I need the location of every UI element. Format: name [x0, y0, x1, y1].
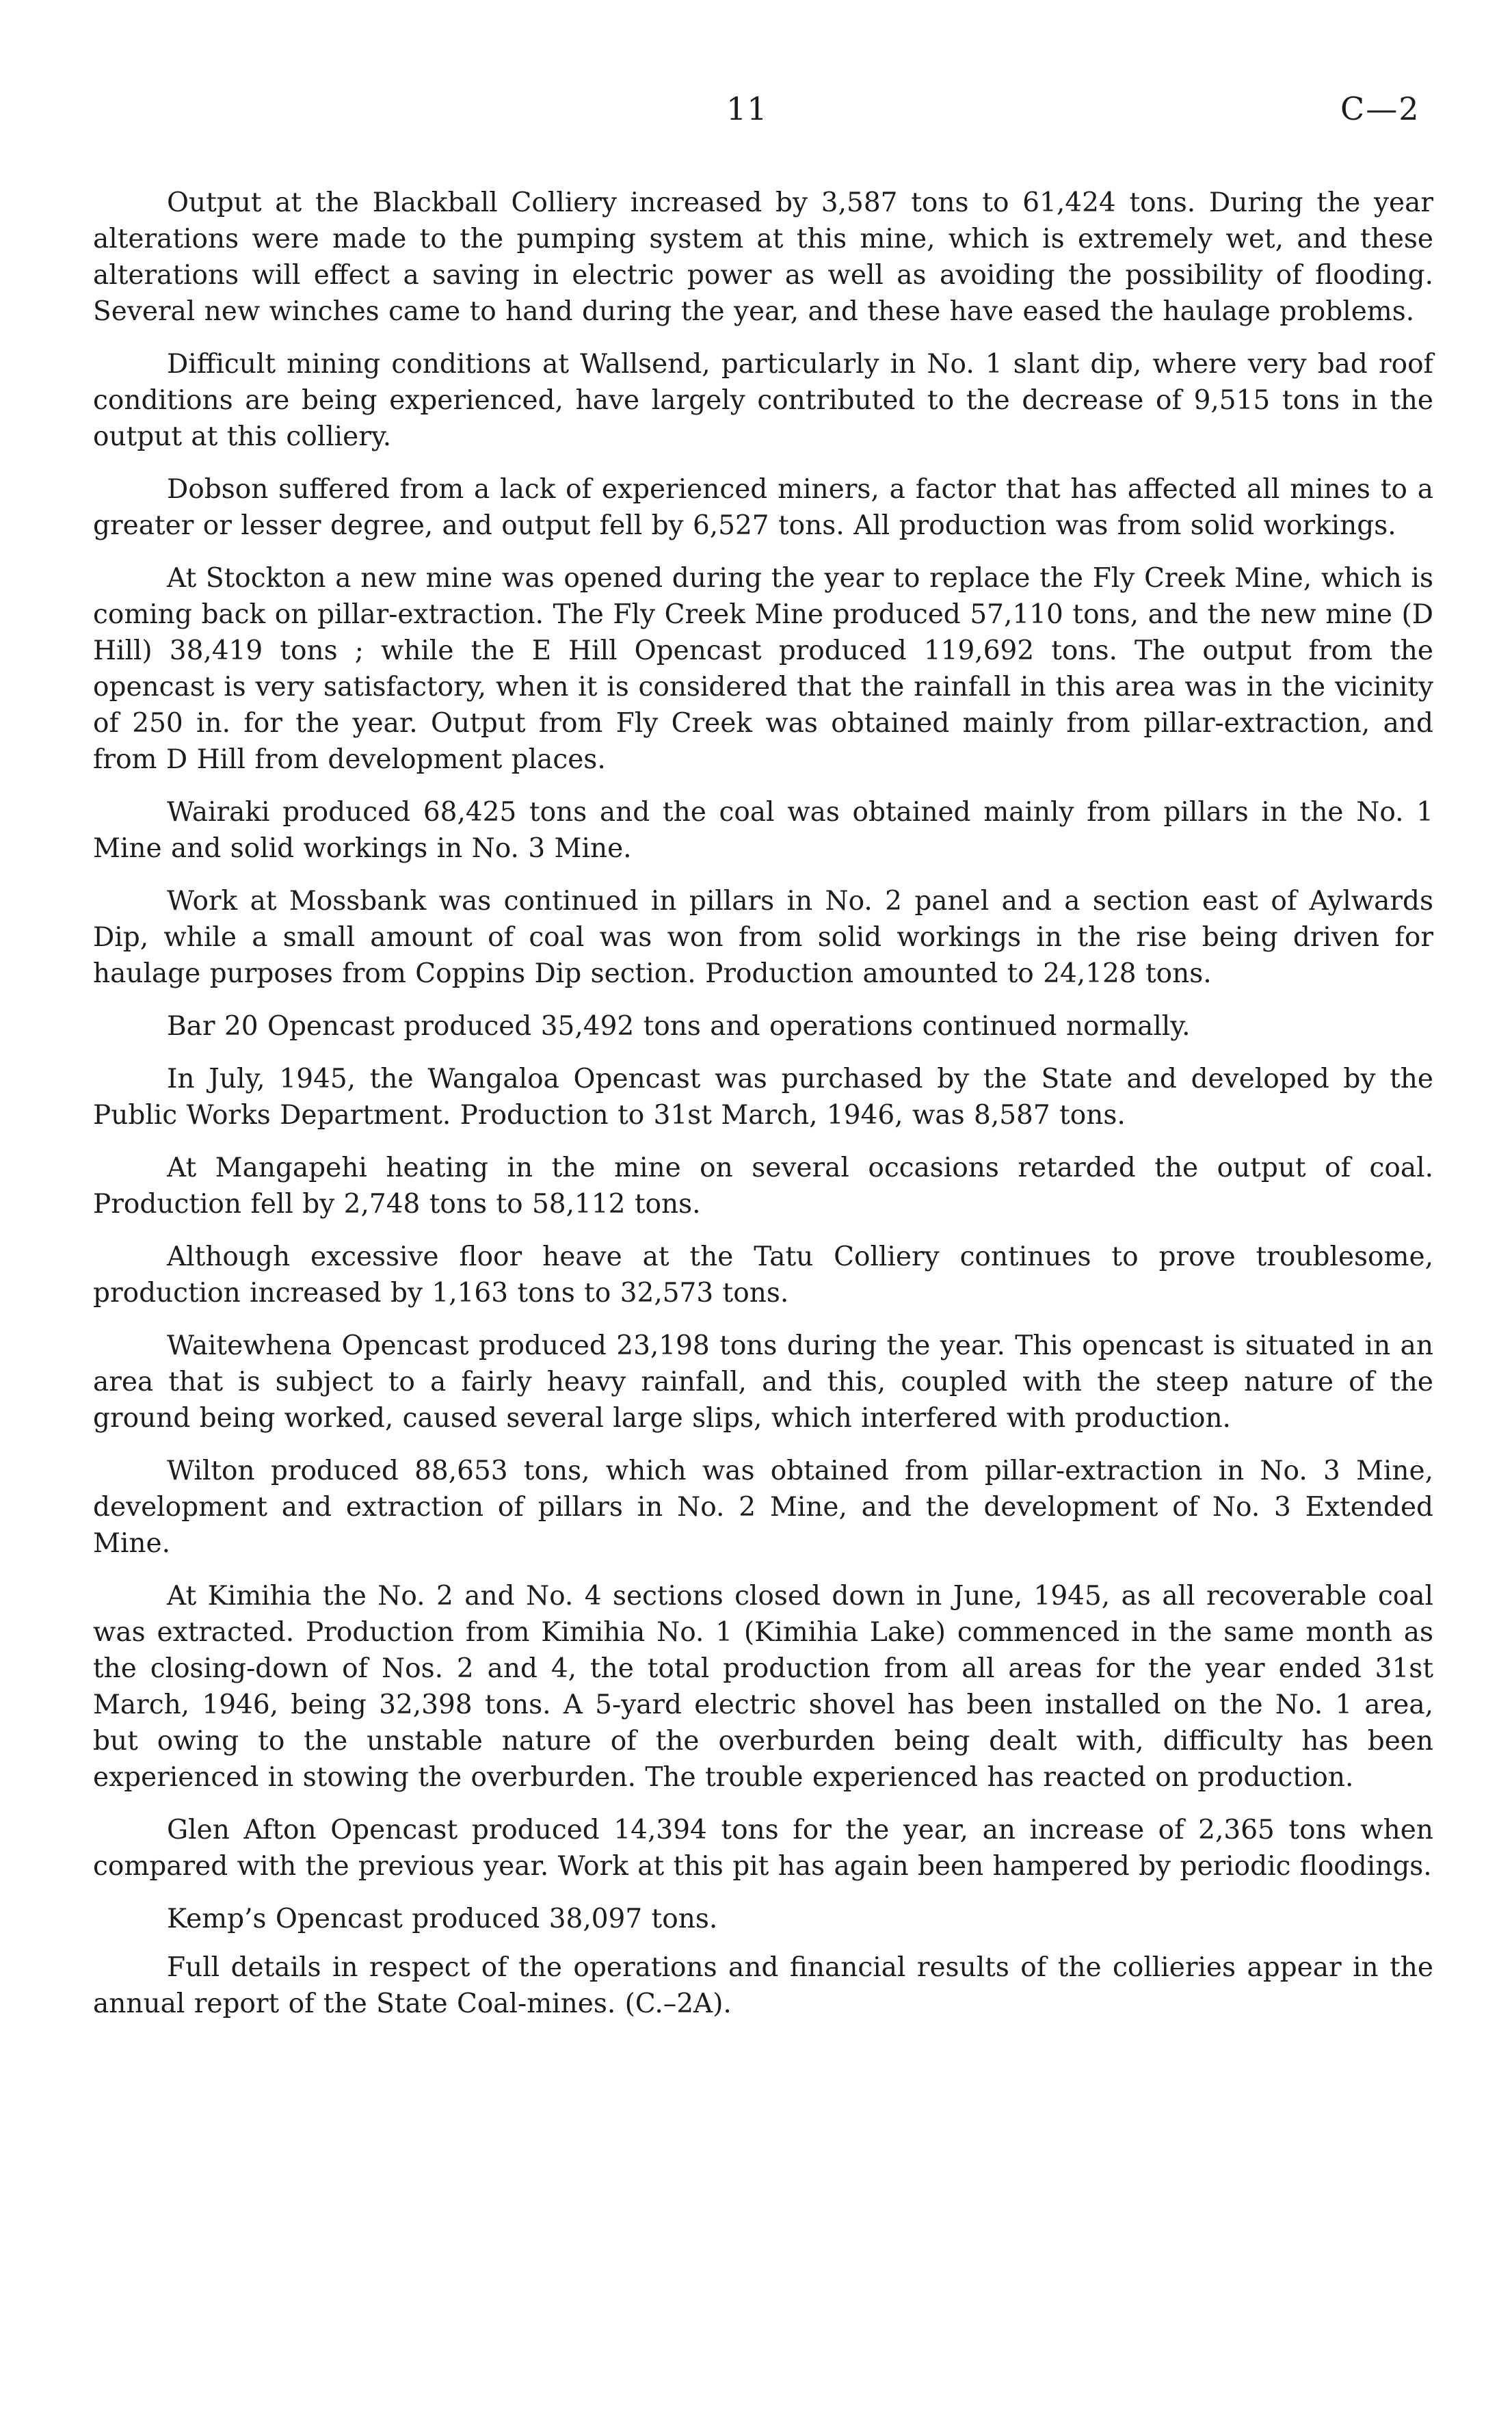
- paragraph-blackball: Output at the Blackball Colliery increased by 3,587 tons to 61,424 tons. During the year alterations were made to the pumping system at this mine, which is extremely wet, and these alterations will effect a saving in electric power as well as avoiding the possibility of flooding. Several new winches came to hand during the year, and these have eased the haulage problems.: [93, 187, 1433, 327]
- paragraph-dobson: Dobson suffered from a lack of experienced miners, a factor that has affected all mines to a greater or lesser degree, and output fell by 6,527 tons. All production was from solid workings.: [93, 474, 1433, 541]
- paragraph-stockton: At Stockton a new mine was opened during the year to replace the Fly Creek Mine, which is coming back on pillar-extraction. The Fly Creek Mine produced 57,110 tons, and the new mine (D Hill) 38,419 tons ; while the E Hill Opencast produced 119,692 tons. The output from the opencast is very satisfactory, when it is considered that the rainfall in this area was in the vicinity of 250 in. for the year. Output from Fly Creek was obtained mainly from pillar-extraction, and from D Hill from development places.: [93, 563, 1433, 775]
- paragraph-waitewhena: Waitewhena Opencast produced 23,198 tons during the year. This opencast is situated in an area that is subject to a fairly heavy rainfall, and this, coupled with the steep nature of the ground being worked, caused several large slips, which interfered with production.: [93, 1330, 1433, 1434]
- document-code: C—2: [1340, 90, 1420, 127]
- paragraph-kemps: Kemp’s Opencast produced 38,097 tons.: [167, 1904, 718, 1934]
- paragraph-wangaloa: In July, 1945, the Wangaloa Opencast was purchased by the State and developed by the Public Works Department. Production to 31st March, 1946, was 8,587 tons.: [93, 1064, 1433, 1131]
- paragraph-tatu: Although excessive floor heave at the Tatu Colliery continues to prove troublesome, production increased by 1,163 tons to 32,573 tons.: [93, 1241, 1433, 1309]
- page-header: [0, 90, 1512, 145]
- paragraph-mossbank: Work at Mossbank was continued in pillars in No. 2 panel and a section east of Aylwards Dip, while a small amount of coal was won from solid workings in the rise being driven for haulage purposes from Coppins Dip section. Production amounted to 24,128 tons.: [93, 886, 1433, 989]
- page-number: 11: [726, 90, 768, 127]
- paragraph-glen-afton: Glen Afton Opencast produced 14,394 tons for the year, an increase of 2,365 tons when compared with the previous year. Work at this pit has again been hampered by periodic floodings.: [93, 1815, 1433, 1882]
- paragraph-kimihia: At Kimihia the No. 2 and No. 4 sections closed down in June, 1945, as all recoverable coal was extracted. Production from Kimihia No. 1 (Kimihia Lake) commenced in the same month as the closing-down of Nos. 2 and 4, the total production from all areas for the year ended 31st March, 1946, being 32,398 tons. A 5-yard electric shovel has been installed on the No. 1 area, but owing to the unstable nature of the overburden being dealt with, difficulty has been experienced in stowing the overburden. The trouble experienced has reacted on production.: [93, 1581, 1433, 1793]
- paragraph-full-details: Full details in respect of the operations and financial results of the collieries appear in the annual report of the State Coal-mines. (C.–2A).: [93, 1952, 1433, 2019]
- paragraph-bar-20: Bar 20 Opencast produced 35,492 tons and operations continued normally.: [167, 1011, 1191, 1042]
- paragraph-wallsend: Difficult mining conditions at Wallsend, particularly in No. 1 slant dip, where very bad roof conditions are being experienced, have largely contributed to the decrease of 9,515 tons in the output at this colliery.: [93, 349, 1433, 452]
- paragraph-wilton: Wilton produced 88,653 tons, which was obtained from pillar-extraction in No. 3 Mine, development and extraction of pillars in No. 2 Mine, and the development of No. 3 Extended Mine.: [93, 1456, 1433, 1559]
- paragraph-wairaki: Wairaki produced 68,425 tons and the coal was obtained mainly from pillars in the No. 1 Mine and solid workings in No. 3 Mine.: [93, 797, 1433, 864]
- document-body: [93, 185, 1433, 2038]
- paragraph-mangapehi: At Mangapehi heating in the mine on several occasions retarded the output of coal. Production fell by 2,748 tons to 58,112 tons.: [93, 1153, 1433, 1220]
